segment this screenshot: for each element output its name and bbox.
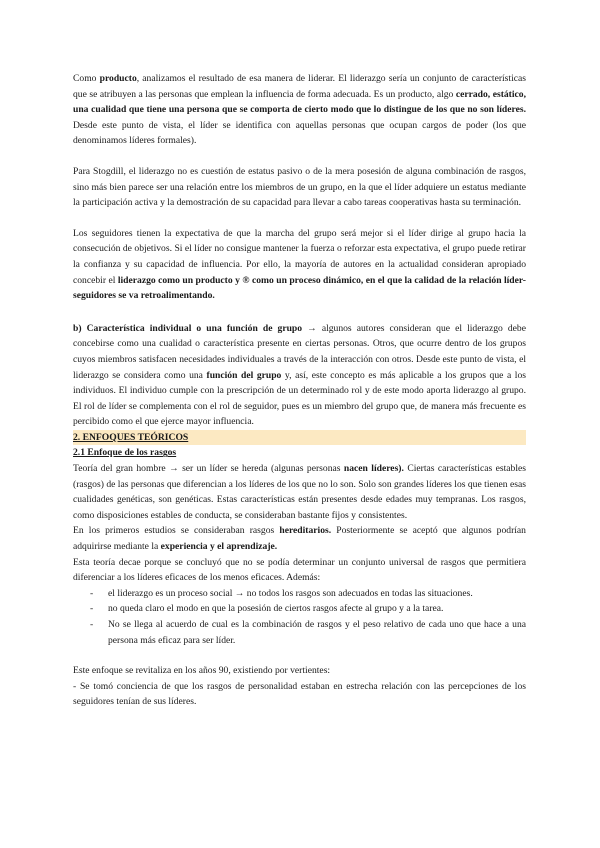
paragraph-stogdill: Para Stogdill, el liderazgo no es cuestión de estatus pasivo o de la mera posesión de alguna combinación de rasgos, sino más bien parece ser una relación entre los miembros de un grupo, en la que el líder adquiere un estatus mediante la participación activa y la demostración de su capacidad para llevar a cabo tareas cooperativas hasta su terminación. xyxy=(73,165,526,209)
text-run: Teoría del gran hombre → ser un líder se hereda (algunas personas xyxy=(73,463,344,475)
text-run: En los primeros estudios se consideraban rasgos xyxy=(73,525,280,537)
paragraph-gran-hombre xyxy=(73,461,526,523)
bold-term: nacen líderes). xyxy=(343,463,404,475)
list-item xyxy=(73,617,526,648)
text-run: Posteriormente se aceptó que algunos podrían adquirirse mediante la xyxy=(73,525,526,553)
subsection-title: 2.1 Enfoque de los rasgos xyxy=(73,447,177,459)
text-run: y, así, este concepto es más aplicable a los grupos que a los individuos. El individuo cumple con la prescripción de un determinado rol y de este modo aporta liderazgo al grupo. El rol de líder se complementa con el rol de seguidor, pues es un miembro del grupo que, de manera más frecuente es percibido como el que ejerce mayor influencia. xyxy=(73,369,526,428)
list-item xyxy=(73,601,526,617)
text-run: Ciertas características estables (rasgos) de las personas que diferencian a los líderes de los que no lo son. Solo son grandes líderes los que tienen esas cualidades genéticas, son genéticas. Estas características están presentes desde edades muy tempranas. Los rasgos, como disposiciones estables de conducta, se consideraban bastante fijos y consistentes. xyxy=(73,463,526,521)
bold-term: experiencia y el aprendizaje. xyxy=(160,541,278,553)
bold-term: producto xyxy=(99,73,137,84)
paragraph-revitaliza: Este enfoque se revitaliza en los años 90, existiendo por vertientes: xyxy=(73,665,331,677)
bold-heading: b) Característica individual o una función de grupo xyxy=(73,322,303,334)
text-run: Los seguidores tienen la expectativa de que la marcha del grupo será mejor si el líder dirige al grupo hacia la consecución de objetivos. Si el líder no consigue mantener la fuerza o reforzar esta expectativa, el grupo puede retirar la confianza y su capacidad de influencia. Por ello, la mayoría de autores en la actualidad consideran apropiado concebir el xyxy=(73,227,526,286)
paragraph-primeros-estudios xyxy=(73,523,526,554)
document-page xyxy=(73,71,526,710)
paragraph-caracteristica xyxy=(73,321,526,430)
bold-phrase: liderazgo como un producto y ® como un proceso dinámico, en el que la calidad de la relación líder-seguidores se va retroalimentando. xyxy=(73,274,526,302)
list-item-text: el liderazgo es un proceso social → no todos los rasgos son adecuados en todas las situaciones. xyxy=(108,587,473,599)
list-item-text: No se llega al acuerdo de cual es la combinación de rasgos y el peso relativo de cada uno que hace a una persona más eficaz para ser líder. xyxy=(108,619,526,646)
list-item-text: no queda claro el modo en que la posesión de ciertos rasgos afecte al grupo y a la tarea. xyxy=(108,603,444,615)
list-item xyxy=(73,586,526,602)
bullet-marker: - xyxy=(90,587,94,599)
bold-term: hereditarios. xyxy=(279,525,332,537)
paragraph-producto xyxy=(73,71,526,149)
bold-term: función del grupo xyxy=(206,369,282,381)
paragraph-conciencia: - Se tomó conciencia de que los rasgos de personalidad estaban en estrecha relación con las percepciones de los seguidores tenían de sus líderes. xyxy=(73,680,526,708)
bullet-marker: - xyxy=(90,603,94,615)
text-run: Como xyxy=(73,73,100,84)
section-title: 2. ENFOQUES TEÓRICOS xyxy=(73,430,526,446)
bold-phrase: cerrado, estático, una cualidad que tiene una persona que se comporta de cierto modo que lo distingue de los que no son líderes. xyxy=(73,88,526,116)
text-run: → algunos autores consideran que el liderazgo debe concebirse como una cualidad o característica presente en ciertas personas. Otros, que ocurre dentro de los grupos cuyos miembros satisfacen necesidades individuales a través de la interacción con otros. Desde este punto de vista, el liderazgo se considera como una xyxy=(73,322,526,381)
bullet-list xyxy=(73,586,526,648)
bullet-marker: - xyxy=(90,619,94,630)
text-run: , analizamos el resultado de esa manera de liderar. El liderazgo sería un conjunto de características que se atribuyen a las personas que emplean la influencia de forma adecuada. Es un producto, algo xyxy=(73,73,526,100)
text-run: Desde este punto de vista, el líder se identifica con aquellas personas que ocupan cargos de poder (los que denominamos líderes formales). xyxy=(73,119,526,147)
paragraph-seguidores xyxy=(73,226,526,304)
paragraph-teoria-decae: Esta teoría decae porque se concluyó que no se podía determinar un conjunto universal de rasgos que permitiera diferenciar a los líderes eficaces de los menos eficaces. Además: xyxy=(73,556,526,584)
